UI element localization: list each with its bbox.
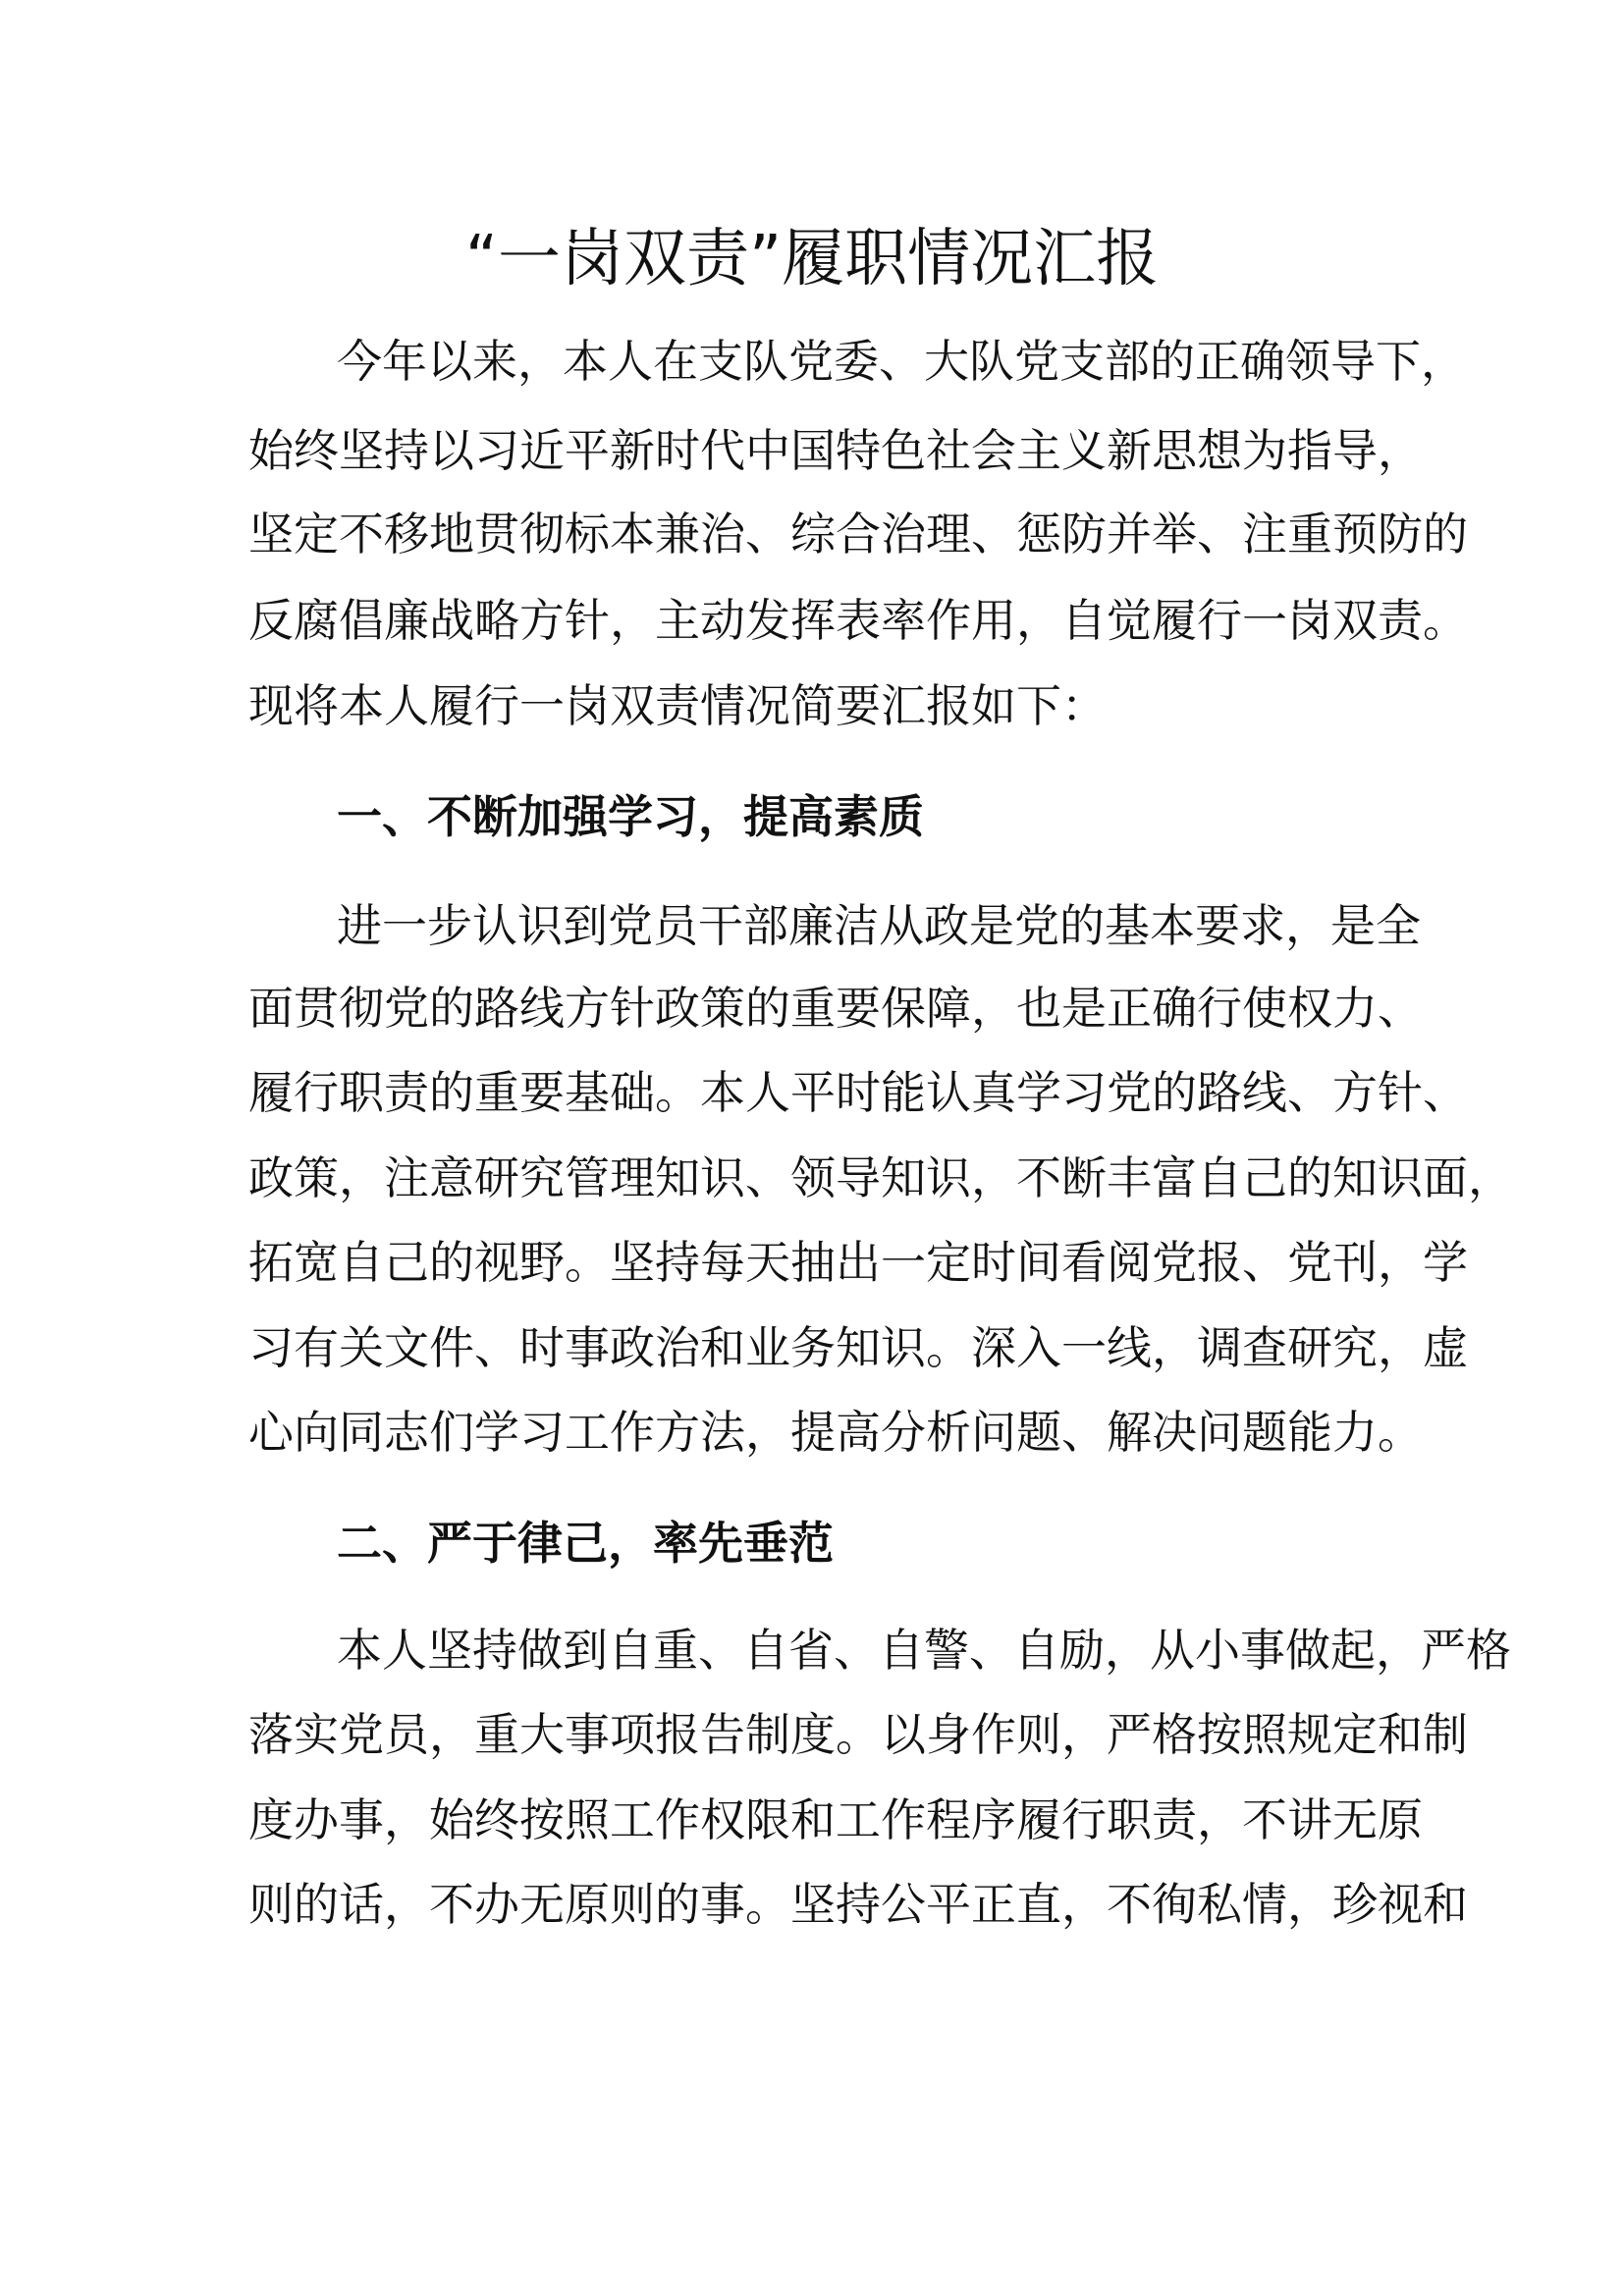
document-title: “一岗双责”履职情况汇报	[464, 223, 1160, 295]
paragraph-line: 落实党员，重大事项报告制度。以身作则，严格按照规定和制	[248, 1708, 1468, 1761]
paragraph-line: 度办事，始终按照工作权限和工作程序履行职责，不讲无原	[248, 1793, 1423, 1846]
paragraph-line: 则的话，不办无原则的事。坚持公平正直，不徇私情，珍视和	[248, 1878, 1468, 1931]
paragraph-line: 面贯彻党的路线方针政策的重要保障，也是正确行使权力、	[248, 982, 1423, 1035]
paragraph-line: 本人坚持做到自重、自省、自警、自励，从小事做起，严格	[337, 1624, 1511, 1677]
paragraph-line: 进一步认识到党员干部廉洁从政是党的基本要求，是全	[337, 899, 1421, 952]
paragraph-line: 反腐倡廉战略方针，主动发挥表率作用，自觉履行一岗双责。	[248, 594, 1468, 647]
paragraph-line: 心向同志们学习工作方法，提高分析问题、解决问题能力。	[248, 1406, 1423, 1459]
section-heading-2: 二、严于律己，率先垂范	[337, 1517, 834, 1570]
paragraph-line: 坚定不移地贯彻标本兼治、综合治理、惩防并举、注重预防的	[248, 507, 1468, 561]
paragraph-line: 现将本人履行一岗双责情况简要汇报如下：	[248, 679, 1107, 732]
paragraph-line: 政策，注意研究管理知识、领导知识，不断丰富自己的知识面，	[248, 1151, 1513, 1204]
section-heading-1: 一、不断加强学习，提高素质	[337, 790, 924, 843]
paragraph-line: 今年以来，本人在支队党委、大队党支部的正确领导下，	[337, 335, 1466, 388]
paragraph-line: 拓宽自己的视野。坚持每天抽出一定时间看阅党报、党刊，学	[248, 1236, 1468, 1289]
paragraph-line: 始终坚持以习近平新时代中国特色社会主义新思想为指导，	[248, 424, 1423, 477]
paragraph-line: 履行职责的重要基础。本人平时能认真学习党的路线、方针、	[248, 1066, 1468, 1119]
paragraph-line: 习有关文件、时事政治和业务知识。深入一线，调查研究，虚	[248, 1321, 1468, 1374]
